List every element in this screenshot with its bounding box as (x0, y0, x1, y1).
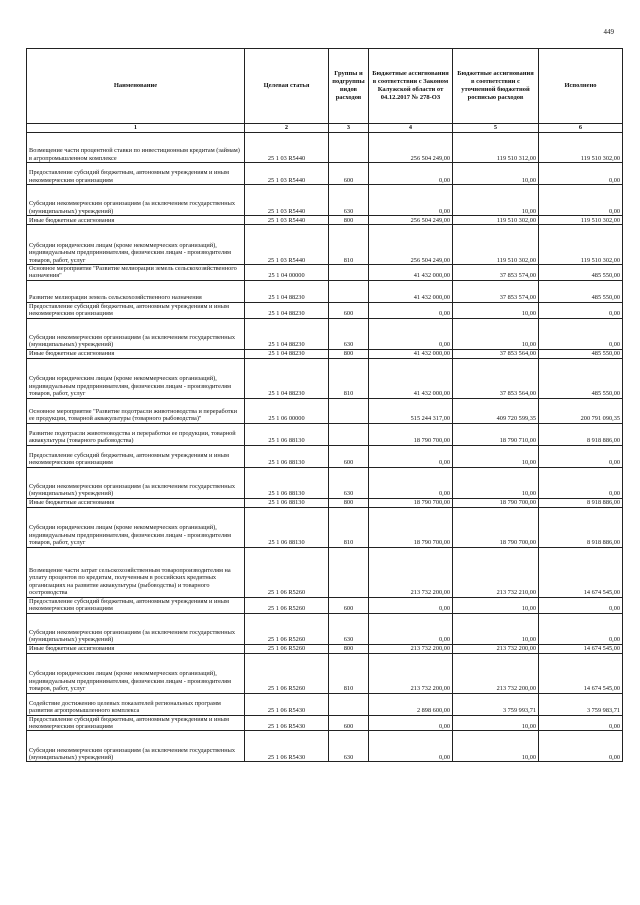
row-updated-amount: 10,00 (453, 597, 539, 613)
row-law-amount: 0,00 (369, 445, 453, 467)
row-law-amount: 0,00 (369, 597, 453, 613)
row-name: Субсидии юридическим лицам (кроме некоммерческих организаций), индивидуальным предпринимателям, физическим лицам - производителям товаров, работ, услуг (27, 225, 245, 265)
row-expense-group: 630 (329, 613, 369, 644)
row-name: Содействие достижению целевых показателей региональных программ развития агропромышленного комплекса (27, 693, 245, 715)
row-target-code: 25 1 06 88130 (245, 467, 329, 498)
row-updated-amount: 37 853 564,00 (453, 349, 539, 358)
row-target-code: 25 1 06 88130 (245, 423, 329, 445)
table-row (27, 185, 623, 216)
table-row (27, 507, 623, 547)
row-expense-group: 630 (329, 731, 369, 762)
column-number: 2 (245, 124, 329, 133)
row-law-amount: 0,00 (369, 715, 453, 731)
row-executed-amount: 119 510 302,00 (539, 225, 623, 265)
table-row (27, 318, 623, 349)
row-name: Возмещение части затрат сельскохозяйственным товаропроизводителям на уплату процентов по кредитам, полученным в российских кредитных организациях на развитие аквакультуры (рыбоводства) и товарного осетроводства (27, 547, 245, 597)
row-name: Иные бюджетные ассигнования (27, 644, 245, 653)
table-row (27, 731, 623, 762)
row-law-amount: 256 504 249,00 (369, 225, 453, 265)
table-row (27, 163, 623, 185)
row-expense-group: 600 (329, 163, 369, 185)
row-updated-amount: 213 732 200,00 (453, 644, 539, 653)
row-updated-amount: 3 759 993,71 (453, 693, 539, 715)
row-name: Субсидии юридическим лицам (кроме некоммерческих организаций), индивидуальным предпринимателям, физическим лицам - производителям товаров, работ, услуг (27, 358, 245, 398)
row-expense-group (329, 265, 369, 281)
table-header-row (27, 49, 623, 124)
row-updated-amount: 10,00 (453, 715, 539, 731)
row-target-code: 25 1 04 00000 (245, 265, 329, 281)
table-row (27, 358, 623, 398)
row-updated-amount: 119 510 302,00 (453, 225, 539, 265)
row-updated-amount: 10,00 (453, 318, 539, 349)
row-expense-group: 630 (329, 185, 369, 216)
row-updated-amount: 213 732 200,00 (453, 653, 539, 693)
row-law-amount: 0,00 (369, 731, 453, 762)
row-law-amount: 0,00 (369, 613, 453, 644)
header-law-allocations: Бюджетные ассигнования в соответствии с Законом Калужской области от 04.12.2017 № 278-ОЗ (369, 49, 453, 124)
row-executed-amount: 485 550,00 (539, 349, 623, 358)
row-law-amount: 41 432 000,00 (369, 265, 453, 281)
table-row (27, 349, 623, 358)
row-target-code: 25 1 06 R5260 (245, 547, 329, 597)
row-law-amount: 213 732 200,00 (369, 644, 453, 653)
row-name: Предоставление субсидий бюджетным, автономным учреждениям и иным некоммерческим организациям (27, 163, 245, 185)
header-executed: Исполнено (539, 49, 623, 124)
header-name: Наименование (27, 49, 245, 124)
row-expense-group (329, 133, 369, 163)
row-target-code: 25 1 04 88230 (245, 302, 329, 318)
row-executed-amount: 0,00 (539, 613, 623, 644)
row-executed-amount: 8 918 886,00 (539, 423, 623, 445)
column-number: 1 (27, 124, 245, 133)
row-expense-group: 810 (329, 358, 369, 398)
row-law-amount: 256 504 249,00 (369, 216, 453, 225)
row-executed-amount: 3 759 983,71 (539, 693, 623, 715)
row-updated-amount: 10,00 (453, 731, 539, 762)
row-updated-amount: 37 853 574,00 (453, 280, 539, 302)
table-row (27, 613, 623, 644)
row-expense-group: 810 (329, 225, 369, 265)
column-number: 6 (539, 124, 623, 133)
row-target-code: 25 1 04 88230 (245, 318, 329, 349)
column-number: 4 (369, 124, 453, 133)
row-executed-amount: 0,00 (539, 302, 623, 318)
row-target-code: 25 1 04 88230 (245, 280, 329, 302)
row-target-code: 25 1 06 R5260 (245, 653, 329, 693)
row-target-code: 25 1 06 R5430 (245, 715, 329, 731)
budget-table (26, 48, 623, 762)
page-number: 449 (603, 28, 614, 36)
row-executed-amount: 0,00 (539, 445, 623, 467)
row-expense-group: 600 (329, 302, 369, 318)
row-executed-amount: 200 791 090,35 (539, 398, 623, 423)
row-name: Основное мероприятие "Развитие подотрасли животноводства и переработки ее продукции, товарной аквакультуры (товарного рыбоводства)" (27, 398, 245, 423)
row-updated-amount: 213 732 210,00 (453, 547, 539, 597)
row-executed-amount: 119 510 302,00 (539, 216, 623, 225)
table-row (27, 398, 623, 423)
row-executed-amount: 14 674 545,00 (539, 547, 623, 597)
row-executed-amount: 0,00 (539, 467, 623, 498)
row-name: Развитие подотрасли животноводства и переработки ее продукции, товарной аквакультуры (товарного рыбоводства) (27, 423, 245, 445)
table-row (27, 715, 623, 731)
row-expense-group (329, 280, 369, 302)
table-row (27, 467, 623, 498)
row-updated-amount: 10,00 (453, 445, 539, 467)
row-executed-amount: 8 918 886,00 (539, 498, 623, 507)
row-target-code: 25 1 03 R5440 (245, 216, 329, 225)
row-target-code: 25 1 03 R5440 (245, 185, 329, 216)
row-updated-amount: 10,00 (453, 613, 539, 644)
row-name: Иные бюджетные ассигнования (27, 349, 245, 358)
row-name: Иные бюджетные ассигнования (27, 216, 245, 225)
row-law-amount: 2 898 600,00 (369, 693, 453, 715)
row-name: Субсидии юридическим лицам (кроме некоммерческих организаций), индивидуальным предпринимателям, физическим лицам - производителям товаров, работ, услуг (27, 507, 245, 547)
row-law-amount: 515 244 317,00 (369, 398, 453, 423)
row-target-code: 25 1 03 R5440 (245, 133, 329, 163)
row-name: Предоставление субсидий бюджетным, автономным учреждениям и иным некоммерческим организациям (27, 302, 245, 318)
row-law-amount: 41 432 000,00 (369, 349, 453, 358)
row-expense-group: 810 (329, 653, 369, 693)
row-expense-group: 800 (329, 349, 369, 358)
row-target-code: 25 1 04 88230 (245, 349, 329, 358)
table-row (27, 693, 623, 715)
table-row (27, 547, 623, 597)
row-target-code: 25 1 06 R5260 (245, 644, 329, 653)
row-updated-amount: 37 853 574,00 (453, 265, 539, 281)
row-updated-amount: 18 790 700,00 (453, 507, 539, 547)
row-law-amount: 0,00 (369, 467, 453, 498)
header-target-article: Целевая статья (245, 49, 329, 124)
table-row (27, 216, 623, 225)
row-expense-group (329, 547, 369, 597)
row-executed-amount: 0,00 (539, 163, 623, 185)
column-number-row (27, 124, 623, 133)
row-name: Субсидии некоммерческим организациям (за исключением государственных (муниципальных) учреждений) (27, 613, 245, 644)
row-executed-amount: 485 550,00 (539, 280, 623, 302)
row-name: Основное мероприятие "Развитие мелиорации земель сельскохозяйственного назначения" (27, 265, 245, 281)
row-law-amount: 18 790 700,00 (369, 423, 453, 445)
row-updated-amount: 119 510 302,00 (453, 216, 539, 225)
row-expense-group (329, 693, 369, 715)
row-expense-group: 800 (329, 644, 369, 653)
row-name: Субсидии некоммерческим организациям (за исключением государственных (муниципальных) учреждений) (27, 731, 245, 762)
table-row (27, 302, 623, 318)
row-updated-amount: 18 790 700,00 (453, 498, 539, 507)
row-law-amount: 18 790 700,00 (369, 507, 453, 547)
row-target-code: 25 1 04 88230 (245, 358, 329, 398)
table-row (27, 653, 623, 693)
row-expense-group: 600 (329, 715, 369, 731)
row-target-code: 25 1 06 R5260 (245, 613, 329, 644)
row-executed-amount: 485 550,00 (539, 358, 623, 398)
row-target-code: 25 1 06 88130 (245, 498, 329, 507)
row-updated-amount: 10,00 (453, 163, 539, 185)
row-executed-amount: 0,00 (539, 318, 623, 349)
table-row (27, 225, 623, 265)
table-row (27, 644, 623, 653)
row-name: Субсидии некоммерческим организациям (за исключением государственных (муниципальных) учреждений) (27, 467, 245, 498)
row-target-code: 25 1 06 R5430 (245, 693, 329, 715)
row-law-amount: 0,00 (369, 185, 453, 216)
row-expense-group (329, 423, 369, 445)
row-target-code: 25 1 06 88130 (245, 445, 329, 467)
table-row (27, 133, 623, 163)
row-executed-amount: 0,00 (539, 597, 623, 613)
row-name: Предоставление субсидий бюджетным, автономным учреждениям и иным некоммерческим организациям (27, 715, 245, 731)
row-law-amount: 0,00 (369, 163, 453, 185)
row-updated-amount: 18 790 710,00 (453, 423, 539, 445)
header-updated-allocations: Бюджетные ассигнования в соответствии с уточненной бюджетной росписью расходов (453, 49, 539, 124)
row-law-amount: 213 732 200,00 (369, 653, 453, 693)
row-law-amount: 256 504 249,00 (369, 133, 453, 163)
row-name: Иные бюджетные ассигнования (27, 498, 245, 507)
column-number: 5 (453, 124, 539, 133)
row-name: Субсидии некоммерческим организациям (за исключением государственных (муниципальных) учреждений) (27, 318, 245, 349)
table-row (27, 280, 623, 302)
row-target-code: 25 1 03 R5440 (245, 163, 329, 185)
row-name: Возмещение части процентной ставки по инвестиционным кредитам (займам) в агропромышленном комплексе (27, 133, 245, 163)
row-executed-amount: 8 918 886,00 (539, 507, 623, 547)
row-updated-amount: 10,00 (453, 302, 539, 318)
row-expense-group: 810 (329, 507, 369, 547)
table-row (27, 445, 623, 467)
row-name: Предоставление субсидий бюджетным, автономным учреждениям и иным некоммерческим организациям (27, 597, 245, 613)
row-expense-group: 800 (329, 498, 369, 507)
row-executed-amount: 0,00 (539, 715, 623, 731)
column-number: 3 (329, 124, 369, 133)
row-expense-group: 630 (329, 467, 369, 498)
table-row (27, 265, 623, 281)
row-executed-amount: 0,00 (539, 185, 623, 216)
row-executed-amount: 0,00 (539, 731, 623, 762)
row-name: Субсидии юридическим лицам (кроме некоммерческих организаций), индивидуальным предпринимателям, физическим лицам - производителям товаров, работ, услуг (27, 653, 245, 693)
row-target-code: 25 1 06 R5260 (245, 597, 329, 613)
row-expense-group: 600 (329, 445, 369, 467)
row-law-amount: 213 732 200,00 (369, 547, 453, 597)
table-row (27, 597, 623, 613)
row-law-amount: 41 432 000,00 (369, 358, 453, 398)
row-updated-amount: 37 853 564,00 (453, 358, 539, 398)
row-executed-amount: 14 674 545,00 (539, 644, 623, 653)
row-expense-group: 800 (329, 216, 369, 225)
row-target-code: 25 1 03 R5440 (245, 225, 329, 265)
row-name: Субсидии некоммерческим организациям (за исключением государственных (муниципальных) учреждений) (27, 185, 245, 216)
row-expense-group: 600 (329, 597, 369, 613)
row-updated-amount: 409 720 599,35 (453, 398, 539, 423)
row-expense-group (329, 398, 369, 423)
row-target-code: 25 1 06 00000 (245, 398, 329, 423)
row-law-amount: 41 432 000,00 (369, 280, 453, 302)
row-updated-amount: 10,00 (453, 467, 539, 498)
header-expense-groups: Группы и подгруппы видов расходов (329, 49, 369, 124)
row-executed-amount: 14 674 545,00 (539, 653, 623, 693)
row-executed-amount: 485 550,00 (539, 265, 623, 281)
row-target-code: 25 1 06 88130 (245, 507, 329, 547)
table-row (27, 423, 623, 445)
row-expense-group: 630 (329, 318, 369, 349)
row-name: Развитие мелиорации земель сельскохозяйственного назначения (27, 280, 245, 302)
row-updated-amount: 10,00 (453, 185, 539, 216)
row-law-amount: 0,00 (369, 318, 453, 349)
row-law-amount: 18 790 700,00 (369, 498, 453, 507)
row-name: Предоставление субсидий бюджетным, автономным учреждениям и иным некоммерческим организациям (27, 445, 245, 467)
row-law-amount: 0,00 (369, 302, 453, 318)
row-updated-amount: 119 510 312,00 (453, 133, 539, 163)
row-target-code: 25 1 06 R5430 (245, 731, 329, 762)
table-row (27, 498, 623, 507)
row-executed-amount: 119 510 302,00 (539, 133, 623, 163)
